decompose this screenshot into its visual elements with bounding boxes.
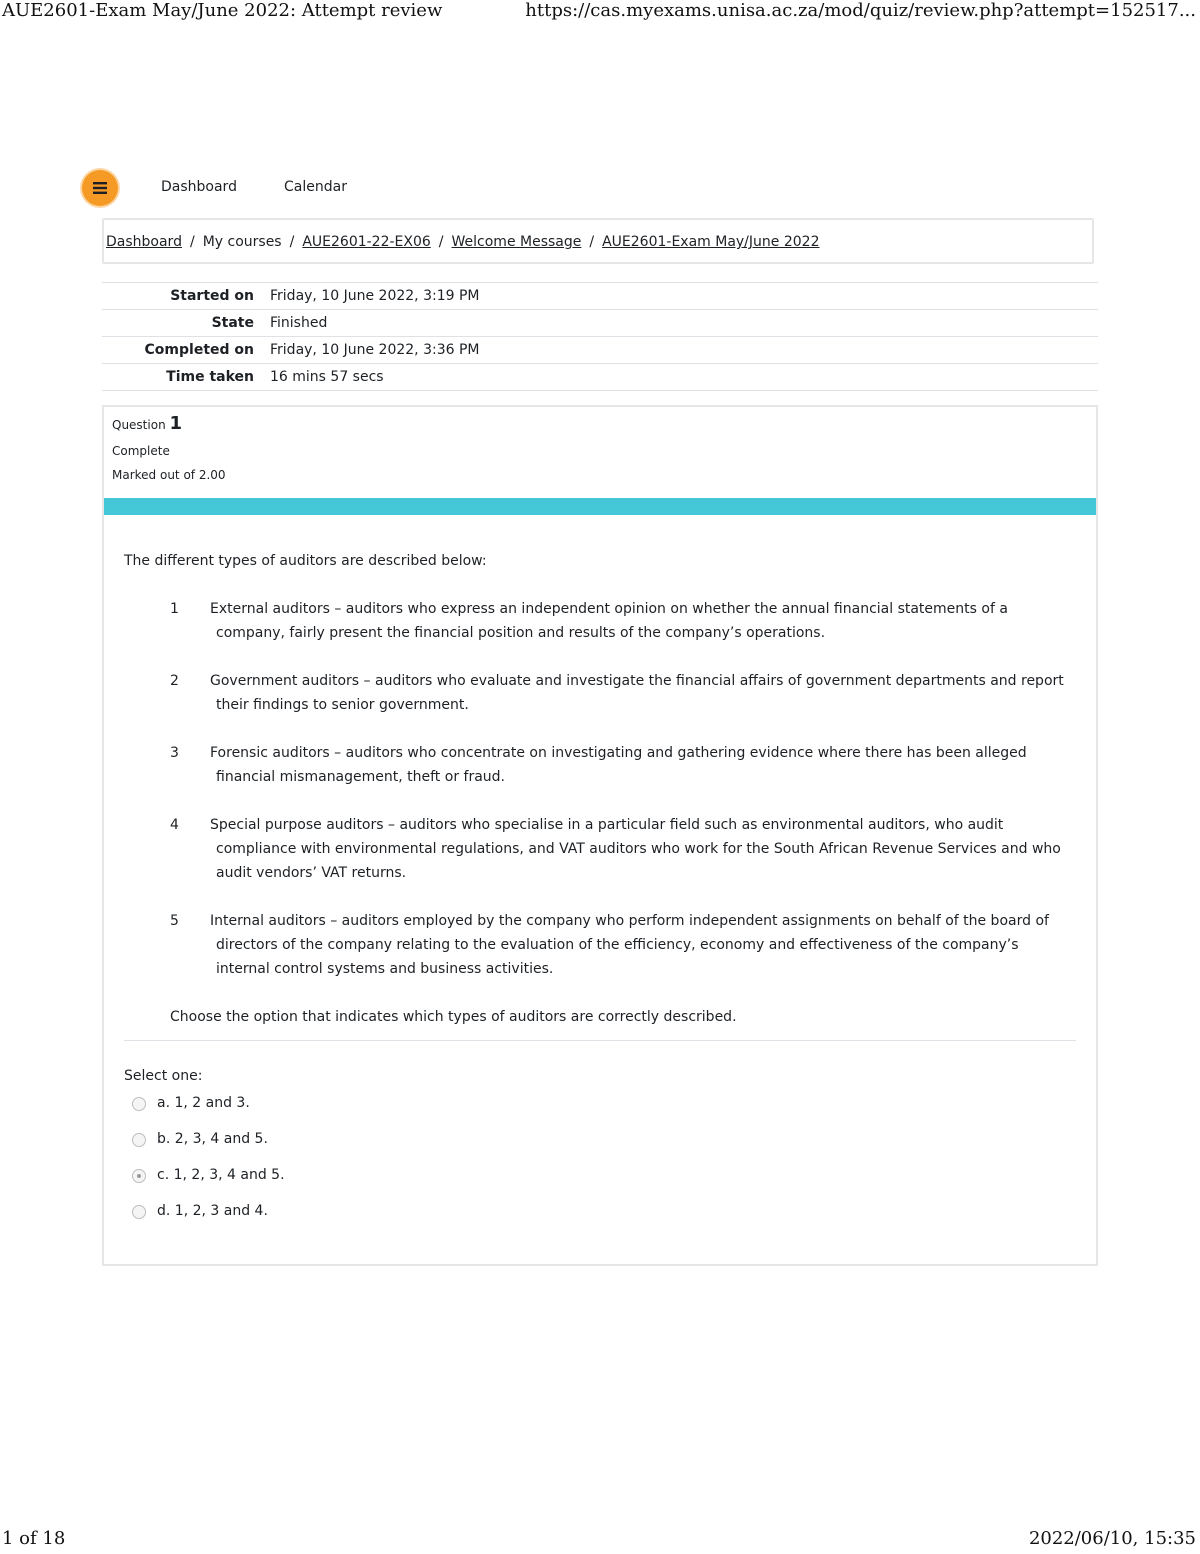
item-number: 1 [170,601,179,617]
summary-row-state [102,310,1098,337]
list-item [124,669,1074,717]
breadcrumb-course[interactable]: AUE2601-22-EX06 [302,234,431,250]
question-prompt: Choose the option that indicates which types of auditors are correctly described. [170,1009,737,1025]
menu-button[interactable] [82,170,118,206]
navbar [82,170,682,204]
item-text: Internal auditors – auditors employed by the company who perform independent assignments on behalf of the board of directors of the company relating to the evaluation of the efficiency, economy and effectiveness of the company’s internal control systems and business activities. [210,913,1049,977]
breadcrumb-welcome[interactable]: Welcome Message [451,234,582,250]
breadcrumb-separator: / [589,234,595,250]
summary-row-time [102,364,1098,391]
summary-value: Friday, 10 June 2022, 3:36 PM [270,337,1098,364]
auditor-list [124,597,1074,981]
item-text: Special purpose auditors – auditors who specialise in a particular field such as environmental auditors, who audit compliance with environmental regulations, and VAT auditors who work for the South African Revenue Services and who audit vendors’ VAT returns. [210,817,1061,881]
select-one-label: Select one: [124,1068,203,1084]
summary-value: Friday, 10 June 2022, 3:19 PM [270,283,1098,310]
summary-row-started [102,283,1098,310]
summary-value: 16 mins 57 secs [270,364,1098,391]
breadcrumb-exam[interactable]: AUE2601-Exam May/June 2022 [602,234,820,250]
print-footer [0,1528,1200,1554]
question-status: Complete [112,444,170,458]
option-label[interactable]: c. 1, 2, 3, 4 and 5. [157,1167,285,1183]
item-number: 2 [170,673,179,689]
summary-label: Started on [102,283,270,310]
question-text [124,549,1074,1029]
item-number: 3 [170,745,179,761]
breadcrumb-container [102,218,1094,264]
item-number: 5 [170,913,179,929]
summary-label: Time taken [102,364,270,391]
divider [124,1040,1076,1041]
breadcrumb-dashboard[interactable]: Dashboard [106,234,182,250]
radio-button-selected[interactable] [132,1169,146,1183]
list-item [124,597,1074,645]
summary-label: Completed on [102,337,270,364]
print-header [0,0,1200,26]
radio-button[interactable] [132,1133,146,1147]
question-color-bar [104,498,1096,515]
nav-calendar[interactable]: Calendar [284,179,347,195]
radio-button[interactable] [132,1097,146,1111]
attempt-summary-table [102,282,1098,391]
breadcrumb-my-courses: My courses [202,234,282,250]
summary-label: State [102,310,270,337]
list-item [124,813,1074,885]
breadcrumb-separator: / [438,234,444,250]
option-label[interactable]: d. 1, 2, 3 and 4. [157,1203,268,1219]
question-box [102,405,1098,1266]
page-count: 1 of 18 [2,1528,66,1549]
list-item [124,741,1074,789]
summary-row-completed [102,337,1098,364]
question-number: 1 [169,413,183,434]
option-label[interactable]: b. 2, 3, 4 and 5. [157,1131,268,1147]
item-text: External auditors – auditors who express an independent opinion on whether the annual financial statements of a company, fairly present the financial position and results of the company’s operations. [210,601,1008,641]
nav-dashboard[interactable]: Dashboard [161,179,237,195]
option-label[interactable]: a. 1, 2 and 3. [157,1095,250,1111]
radio-button[interactable] [132,1205,146,1219]
question-label: Question [112,418,166,432]
breadcrumb [106,234,819,250]
print-timestamp: 2022/06/10, 15:35 [1028,1528,1196,1549]
page-url[interactable]: https://cas.myexams.unisa.ac.za/mod/quiz/review.php?attempt=152517... [525,0,1196,21]
item-text: Forensic auditors – auditors who concentrate on investigating and gathering evidence where there has been alleged financial mismanagement, theft or fraud. [210,745,1027,785]
hamburger-icon [93,182,107,194]
item-number: 4 [170,817,179,833]
list-item [124,909,1074,981]
breadcrumb-separator: / [289,234,295,250]
question-marks: Marked out of 2.00 [112,468,226,482]
question-intro: The different types of auditors are described below: [124,553,487,569]
item-text: Government auditors – auditors who evaluate and investigate the financial affairs of government departments and report their findings to senior government. [210,673,1064,713]
summary-value: Finished [270,310,1098,337]
question-info [112,415,226,493]
breadcrumb-separator: / [189,234,195,250]
page-title: AUE2601-Exam May/June 2022: Attempt review [2,0,443,21]
